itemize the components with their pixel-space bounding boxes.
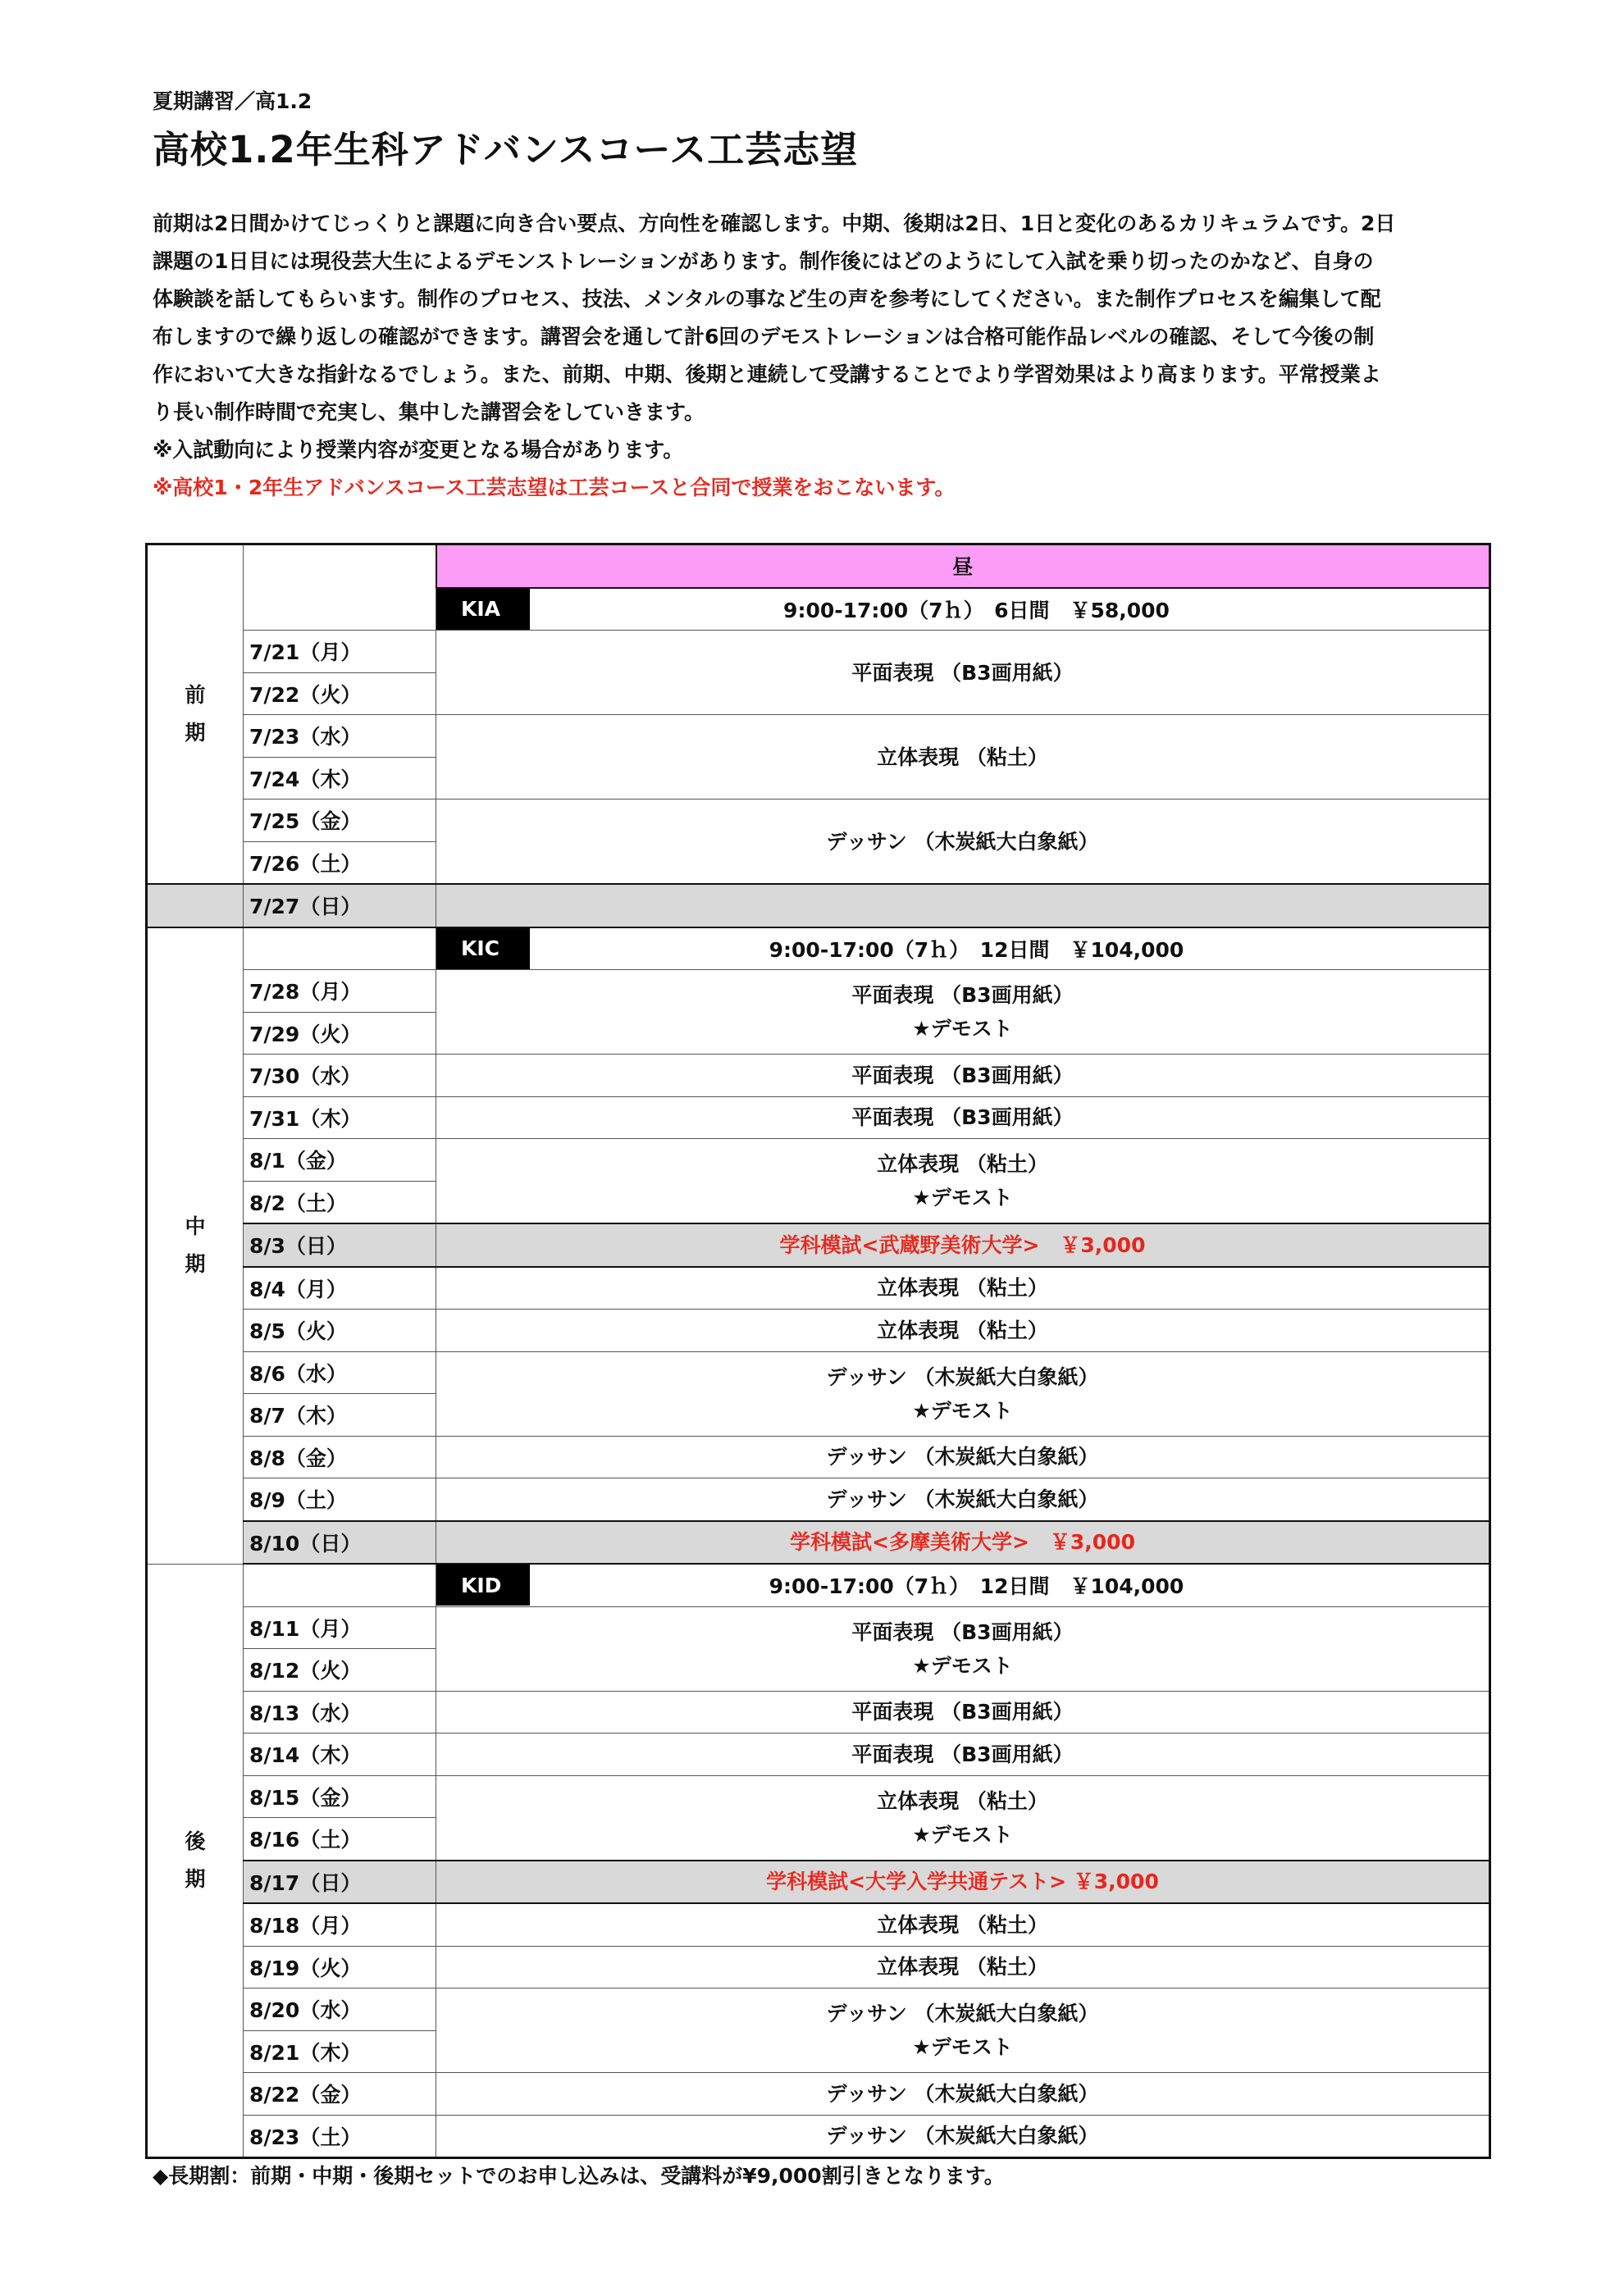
demo-label: ★デモスト: [912, 1653, 1013, 1678]
date-cell: 8/15（金）: [244, 1775, 436, 1818]
intro-line: 布しますので繰り返しの確認ができます。講習会を通して計6回のデモストレーションは合格可能作品レベルの確認、そして今後の制: [153, 325, 1375, 348]
table-row: [147, 1521, 1490, 1565]
date-cell: 7/30（水）: [244, 1055, 436, 1097]
header-hiru: 昼: [436, 544, 1490, 588]
date-cell: 8/21（木）: [244, 2030, 436, 2073]
date-cell: 8/6（水）: [244, 1351, 436, 1394]
date-cell: 8/7（木）: [244, 1394, 436, 1437]
content-line: 立体表現 （粘土）: [877, 1152, 1048, 1176]
content-cell: [436, 1775, 1490, 1861]
table-row: [147, 1946, 1490, 1988]
kit-kid: [436, 1564, 1490, 1606]
demo-label: ★デモスト: [912, 2035, 1013, 2059]
term-zenki: 前 期: [147, 544, 244, 885]
date-cell: 7/24（木）: [244, 757, 436, 800]
content-cell: デッサン （木炭紙大白象紙）: [436, 2115, 1490, 2158]
table-row: [147, 1606, 1490, 1649]
content-cell: 立体表現 （粘土）: [436, 1946, 1490, 1988]
table-row: [147, 1055, 1490, 1097]
content-cell: 立体表現 （粘土）: [436, 1903, 1490, 1946]
demo-label: ★デモスト: [912, 1398, 1013, 1423]
table-row: [147, 1223, 1490, 1267]
table-row: [147, 1691, 1490, 1733]
date-cell: 8/11（月）: [244, 1606, 436, 1649]
date-cell: 7/31（木）: [244, 1096, 436, 1139]
exam-cell: 学科模試<大学入学共通テスト> ￥3,000: [436, 1861, 1490, 1904]
date-cell: 8/13（水）: [244, 1691, 436, 1733]
date-cell: 8/18（月）: [244, 1903, 436, 1946]
table-row: [147, 927, 1490, 970]
content-cell: 立体表現 （粘土）: [436, 1267, 1490, 1310]
date-cell: 8/17（日）: [244, 1861, 436, 1904]
demo-label: ★デモスト: [912, 1186, 1013, 1210]
content-cell: 平面表現 （B3画用紙）: [436, 631, 1490, 715]
content-cell: [436, 1988, 1490, 2073]
date-cell: 7/21（月）: [244, 631, 436, 673]
date-cell: 8/10（日）: [244, 1521, 436, 1565]
date-cell: 8/14（木）: [244, 1733, 436, 1776]
date-cell: 8/3（日）: [244, 1223, 436, 1267]
date-cell: 8/9（土）: [244, 1478, 436, 1521]
content-cell: デッサン （木炭紙大白象紙）: [436, 2073, 1490, 2116]
term-chuki: 中 期: [147, 927, 244, 1565]
table-row: [147, 1903, 1490, 1946]
table-row: [147, 1988, 1490, 2031]
intro-line: 体験談を話してもらいます。制作のプロセス、技法、メンタルの事など生の声を参考にしてください。また制作プロセスを編集して配: [153, 287, 1381, 311]
table-row: [147, 1775, 1490, 1818]
kit-info: 9:00-17:00（7ｈ） 6日間 ￥58,000: [783, 598, 1170, 622]
date-cell: 8/19（火）: [244, 1946, 436, 1988]
table-row: [147, 1861, 1490, 1904]
date-cell: 8/4（月）: [244, 1267, 436, 1310]
demo-label: ★デモスト: [912, 1822, 1013, 1847]
intro-line: 前期は2日間かけてじっくりと課題に向き合い要点、方向性を確認します。中期、後期は2日、1日と変化のあるカリキュラムです。2日: [153, 212, 1396, 235]
table-row: [147, 1139, 1490, 1182]
intro-note: ※入試動向により授業内容が変更となる場合があります。: [153, 438, 684, 462]
content-line: 立体表現 （粘土）: [877, 1788, 1048, 1813]
table-row: [147, 884, 1490, 927]
document-subtitle: 夏期講習／高1.2: [153, 89, 312, 113]
date-cell: 8/1（金）: [244, 1139, 436, 1182]
content-cell: デッサン （木炭紙大白象紙）: [436, 800, 1490, 885]
date-cell: 8/16（土）: [244, 1818, 436, 1861]
table-row: [147, 715, 1490, 758]
exam-cell: 学科模試<多摩美術大学> ￥3,000: [436, 1521, 1490, 1565]
content-line: 平面表現 （B3画用紙）: [851, 1620, 1074, 1644]
kit-code: KID: [436, 1565, 530, 1606]
table-row: [147, 1564, 1490, 1606]
exam-cell: 学科模試<武蔵野美術大学> ￥3,000: [436, 1223, 1490, 1267]
content-cell: [436, 884, 1490, 927]
table-row: [147, 2115, 1490, 2158]
content-line: デッサン （木炭紙大白象紙）: [826, 1364, 1099, 1389]
table-row: [147, 970, 1490, 1013]
blank-cell: [244, 1564, 436, 1606]
table-row: [147, 1478, 1490, 1521]
date-cell: 8/20（水）: [244, 1988, 436, 2031]
date-cell: 8/8（金）: [244, 1436, 436, 1478]
blank-cell: [244, 544, 436, 631]
blank-cell: [244, 927, 436, 970]
kit-info: 9:00-17:00（7ｈ） 12日間 ￥104,000: [769, 937, 1184, 962]
date-cell: 7/22（火）: [244, 672, 436, 715]
kit-code: KIC: [436, 928, 530, 969]
intro-red-note: ※高校1・2年生アドバンスコース工芸志望は工芸コースと合同で授業をおこないます。: [153, 476, 956, 499]
date-cell: 8/23（土）: [244, 2115, 436, 2158]
content-cell: [436, 1351, 1490, 1436]
table-row: [147, 1267, 1490, 1310]
content-cell: 立体表現 （粘土）: [436, 1310, 1490, 1352]
date-cell: 7/29（火）: [244, 1012, 436, 1055]
table-row: [147, 1733, 1490, 1776]
demo-label: ★デモスト: [912, 1017, 1013, 1041]
table-row: [147, 1351, 1490, 1394]
date-cell: 7/25（金）: [244, 800, 436, 842]
blank-cell: [147, 884, 244, 927]
content-cell: 平面表現 （B3画用紙）: [436, 1055, 1490, 1097]
content-cell: デッサン （木炭紙大白象紙）: [436, 1478, 1490, 1521]
content-cell: 平面表現 （B3画用紙）: [436, 1096, 1490, 1139]
kit-kia: [436, 588, 1490, 631]
table-row: [147, 800, 1490, 842]
date-cell: 7/23（水）: [244, 715, 436, 758]
date-cell: 8/5（火）: [244, 1310, 436, 1352]
content-cell: 立体表現 （粘土）: [436, 715, 1490, 800]
kit-info: 9:00-17:00（7ｈ） 12日間 ￥104,000: [769, 1574, 1184, 1599]
intro-line: り長い制作時間で充実し、集中した講習会をしていきます。: [153, 400, 705, 424]
table-row: [147, 1096, 1490, 1139]
date-cell: 8/12（火）: [244, 1649, 436, 1692]
content-cell: [436, 1139, 1490, 1224]
date-cell: 7/28（月）: [244, 970, 436, 1013]
date-cell: 8/22（金）: [244, 2073, 436, 2116]
kit-kic: [436, 927, 1490, 970]
discount-footnote: ◆長期割：前期・中期・後期セットでのお申し込みは、受講料が¥9,000割引きとなります。: [153, 2164, 1005, 2188]
table-row: [147, 1310, 1490, 1352]
content-cell: [436, 1606, 1490, 1691]
date-cell: 7/27（日）: [244, 884, 436, 927]
table-row: [147, 544, 1490, 588]
table-row: [147, 2073, 1490, 2116]
document-title: 高校1.2年生科アドバンスコース工芸志望: [153, 128, 859, 171]
kit-code: KIA: [436, 589, 530, 630]
content-cell: デッサン （木炭紙大白象紙）: [436, 1436, 1490, 1478]
schedule-table: [145, 543, 1491, 2159]
intro-line: 課題の1日目には現役芸大生によるデモンストレーションがあります。制作後にはどのようにして入試を乗り切ったのかなど、自身の: [153, 249, 1374, 273]
intro-text: [153, 205, 1489, 507]
content-cell: 平面表現 （B3画用紙）: [436, 1733, 1490, 1776]
date-cell: 8/2（土）: [244, 1181, 436, 1223]
content-line: デッサン （木炭紙大白象紙）: [826, 2002, 1099, 2025]
content-cell: [436, 970, 1490, 1055]
content-cell: 平面表現 （B3画用紙）: [436, 1691, 1490, 1733]
date-cell: 7/26（土）: [244, 841, 436, 884]
table-row: [147, 631, 1490, 673]
intro-line: 作において大きな指針なるでしょう。また、前期、中期、後期と連続して受講することでより学習効果はより高まります。平常授業よ: [153, 362, 1381, 386]
term-koki: 後 期: [147, 1564, 244, 2158]
content-line: 平面表現 （B3画用紙）: [851, 983, 1074, 1007]
table-row: [147, 1436, 1490, 1478]
